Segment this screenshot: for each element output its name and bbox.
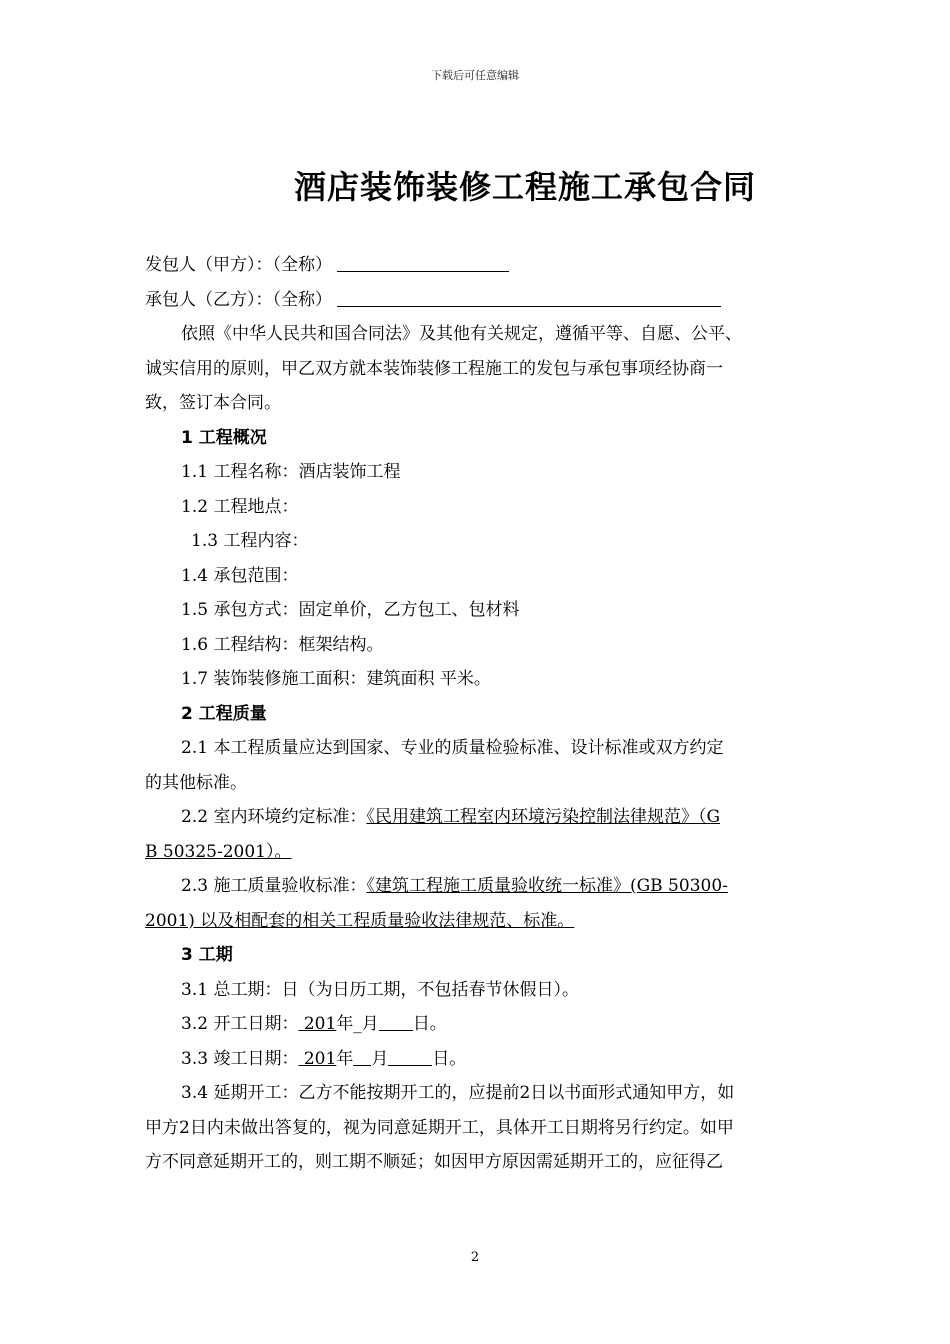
intro-line: 诚实信用的原则，甲乙双方就本装饰装修工程施工的发包与承包事项经协商一	[145, 358, 723, 379]
clause-text	[145, 835, 810, 870]
party-b-line	[145, 283, 810, 318]
year-field: 201	[303, 1014, 337, 1034]
page-number: 2	[470, 1250, 480, 1265]
day-blank	[388, 1043, 432, 1066]
date-text: 日。	[412, 1014, 447, 1034]
clause-item: 1.7 装饰装修施工面积：建筑面积 平米。	[181, 669, 491, 689]
clause-text: 2.1 本工程质量应达到国家、专业的质量检验标准、设计标准或双方约定	[181, 738, 724, 758]
standard-reference: B 50325-2001）。	[145, 841, 292, 862]
section-heading: 2 工程质量	[181, 703, 267, 724]
clause-text	[145, 800, 810, 835]
intro-line: 致，签订本合同。	[145, 393, 281, 413]
header-note: 下载后可任意编辑	[431, 69, 519, 82]
clause-item: 1.1 工程名称：酒店装饰工程	[181, 462, 401, 482]
date-text: 月	[371, 1048, 389, 1069]
year-field: 201	[303, 1048, 337, 1069]
party-a-blank	[337, 249, 509, 272]
clause-item: 3.1 总工期：日（为日历工期，不包括春节休假日）。	[181, 979, 579, 1000]
clause-text	[145, 904, 810, 939]
clause-text: 的其他标准。	[145, 772, 247, 793]
intro-line: 依照《中华人民共和国合同法》及其他有关规定，遵循平等、自愿、公平、	[181, 324, 742, 344]
clause-text: 甲方2日内未做出答复的，视为同意延期开工，具体开工日期将另行约定。如甲	[145, 1117, 734, 1138]
clause-prefix: 2.2 室内环境约定标准：	[181, 807, 367, 827]
clause-item: 1.3 工程内容：	[191, 531, 309, 551]
party-a-line	[145, 248, 810, 283]
day-blank	[379, 1008, 413, 1031]
party-a-label: 发包人（甲方）：（全称）	[145, 255, 332, 275]
clause-prefix: 2.3 施工质量验收标准：	[181, 876, 367, 896]
section-heading: 1 工程概况	[181, 427, 267, 448]
clause-prefix: 3.3 竣工日期：	[181, 1048, 299, 1069]
clause-item: 1.6 工程结构：框架结构。	[181, 634, 384, 655]
standard-reference: 2001) 以及相配套的相关工程质量验收法律规范、标准。	[145, 910, 575, 931]
section-heading: 3 工期	[181, 945, 233, 965]
clause-item: 1.4 承包范围：	[181, 565, 299, 586]
date-text: 年	[336, 1048, 354, 1069]
clause-text: 方不同意延期开工的，则工期不顺延；如因甲方原因需延期开工的，应征得乙	[145, 1152, 723, 1172]
standard-reference: 《民用建筑工程室内环境污染控制法律规范》（G	[366, 807, 721, 827]
clause-item	[145, 1042, 810, 1077]
clause-item	[145, 1007, 810, 1042]
party-b-label: 承包人（乙方）：（全称）	[145, 289, 332, 310]
clause-prefix: 3.2 开工日期：	[181, 1014, 299, 1034]
clause-item: 1.2 工程地点：	[181, 496, 299, 517]
date-text: 日。	[432, 1048, 467, 1069]
clause-text: 3.4 延期开工：乙方不能按期开工的，应提前2日以书面形式通知甲方，如	[181, 1083, 735, 1103]
document-title: 酒店装饰装修工程施工承包合同	[293, 168, 756, 206]
document-body	[145, 248, 810, 1180]
clause-item: 1.5 承包方式：固定单价，乙方包工、包材料	[181, 600, 520, 620]
month-blank	[353, 1043, 371, 1066]
date-text: 年_月	[336, 1014, 379, 1034]
party-b-blank	[337, 284, 721, 307]
standard-reference: 《建筑工程施工质量验收统一标准》(GB 50300-	[366, 876, 728, 896]
clause-text	[145, 869, 810, 904]
